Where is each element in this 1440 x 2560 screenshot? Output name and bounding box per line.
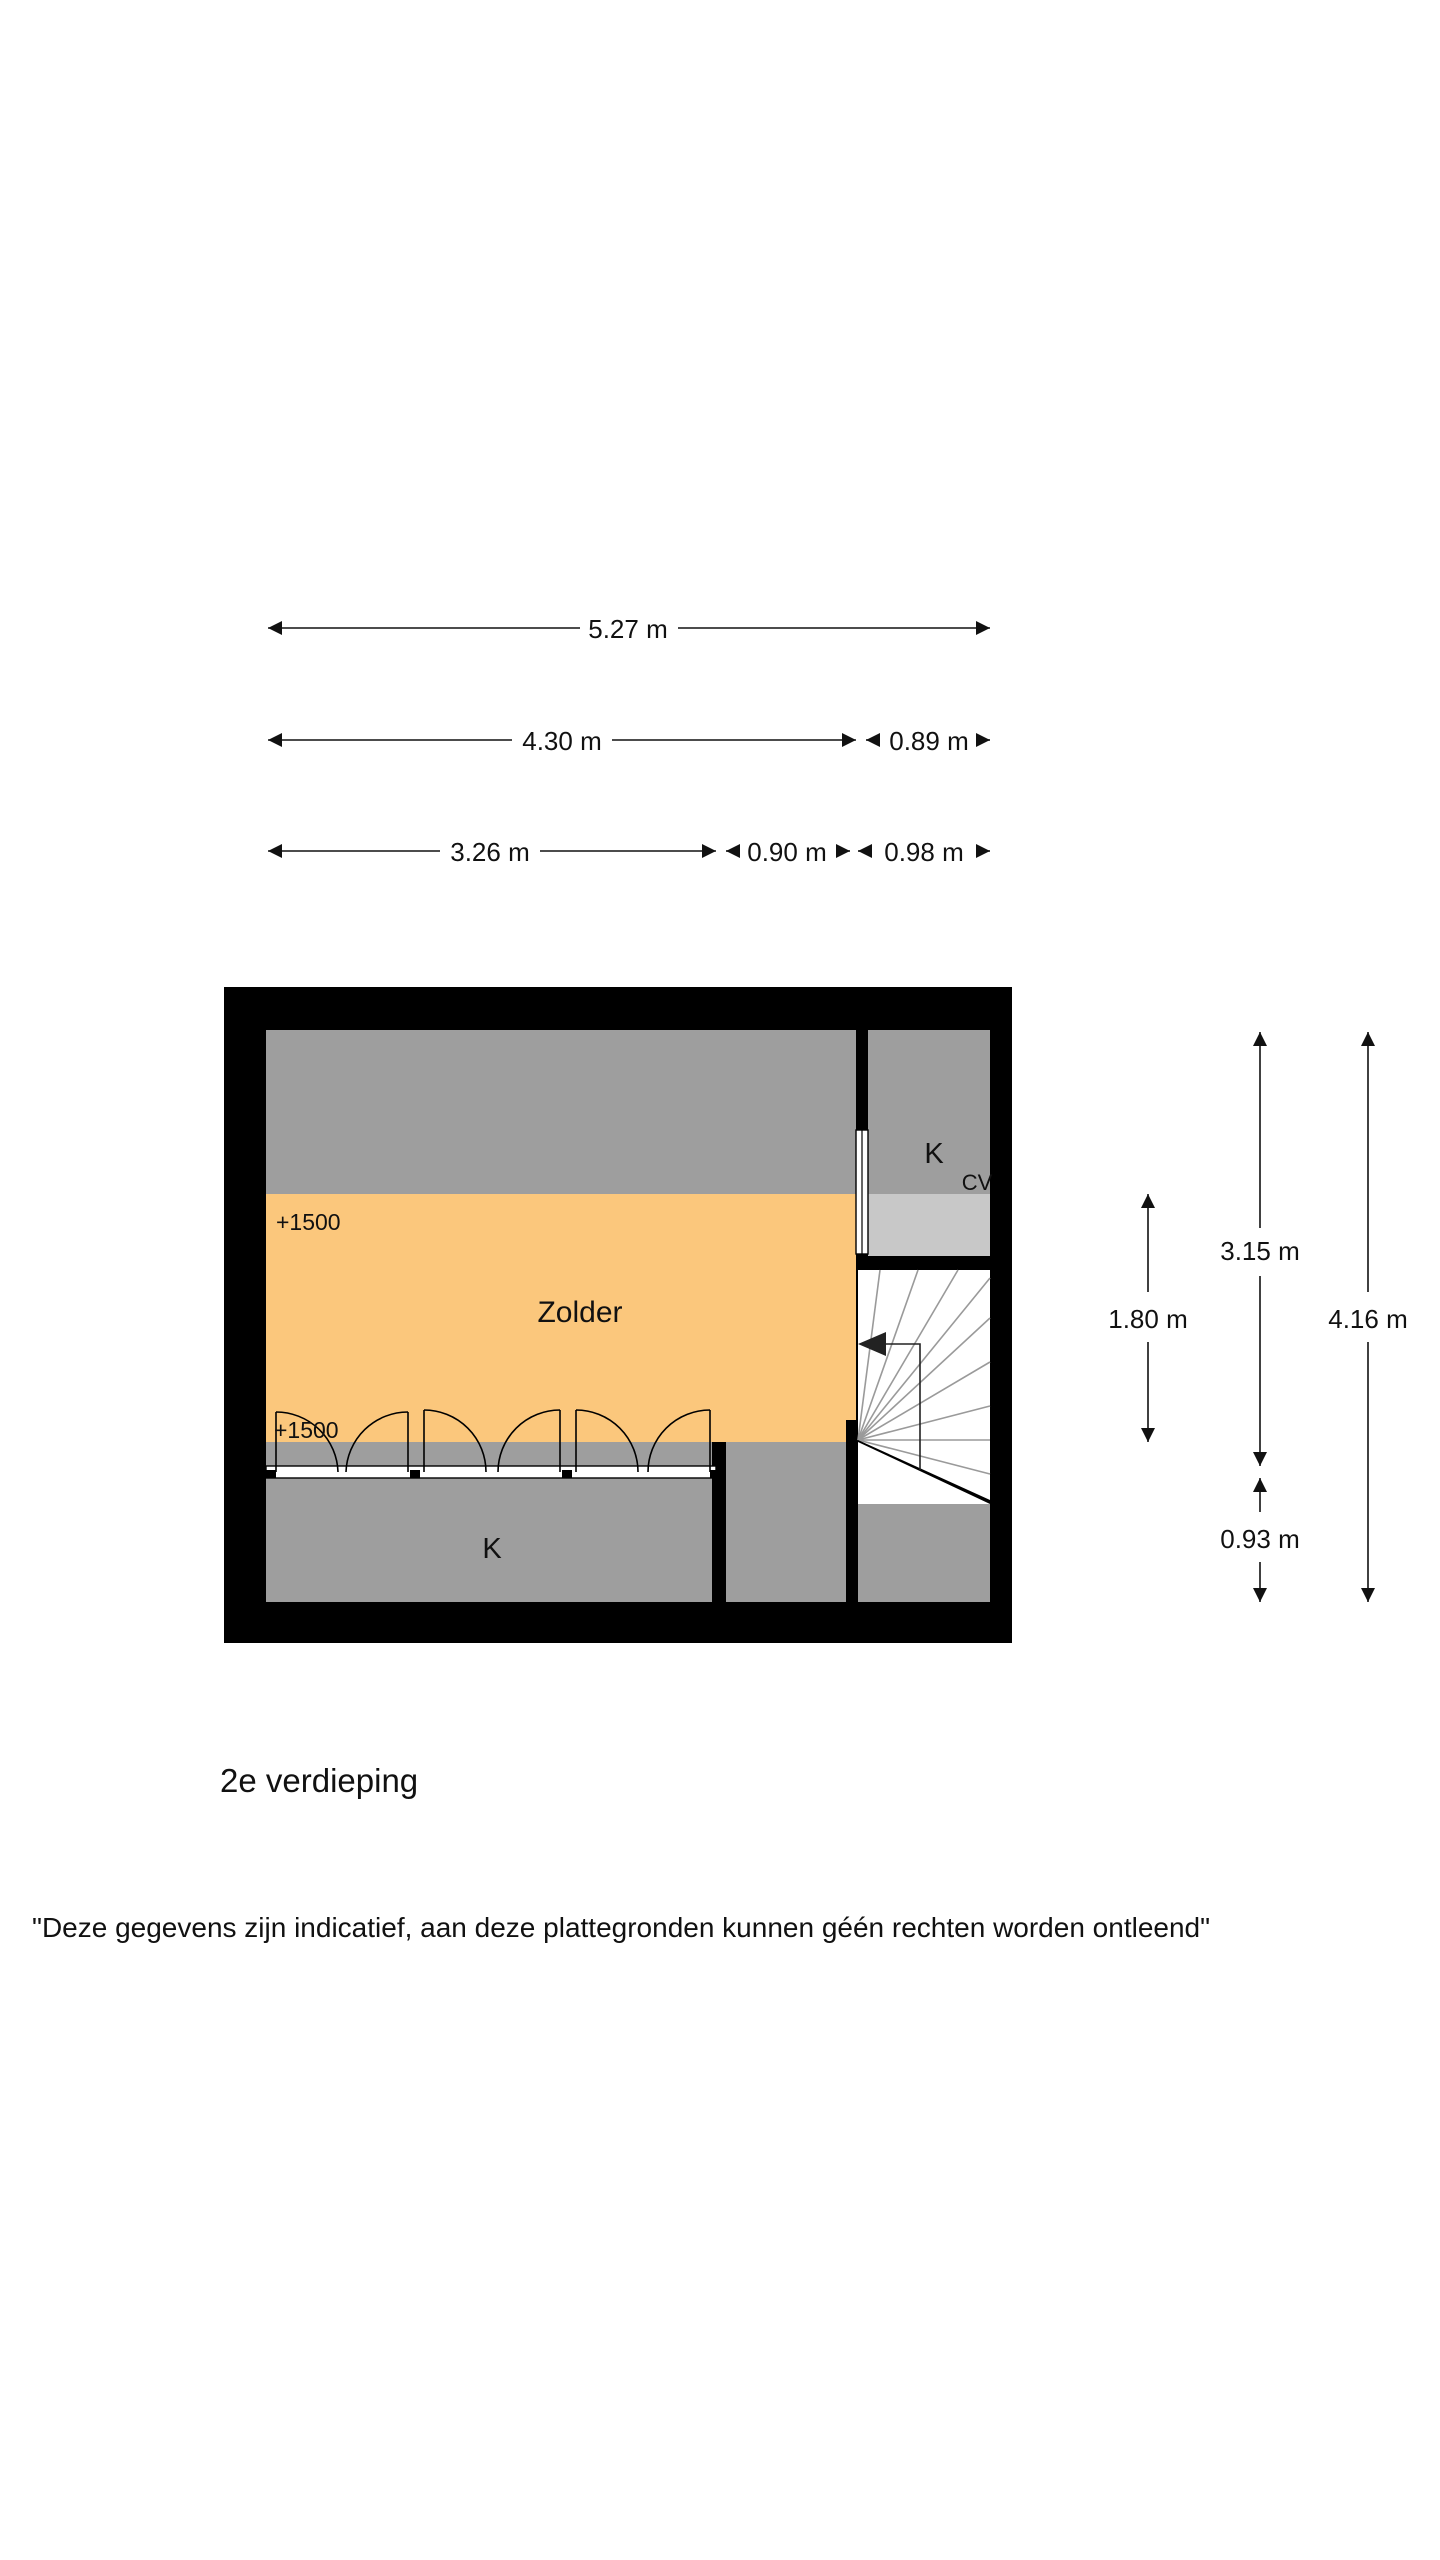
wall-vertical-stair-left <box>846 1420 858 1602</box>
dim-label-right-315: 3.15 m <box>1220 1236 1300 1266</box>
floor-corridor-middle <box>726 1442 846 1602</box>
dim-label-low-right: 0.98 m <box>884 837 964 867</box>
dim-label-mid-right: 0.89 m <box>889 726 969 756</box>
level-label-bottom: +1500 <box>274 1417 339 1443</box>
dim-label-right-416: 4.16 m <box>1328 1304 1408 1334</box>
staircase <box>858 1270 990 1504</box>
level-label-top: +1500 <box>276 1209 341 1235</box>
dimension-lines-horizontal <box>268 628 990 851</box>
dim-label-top-total: 5.27 m <box>588 614 668 644</box>
window-storage-k <box>856 1130 868 1254</box>
dim-label-right-180: 1.80 m <box>1108 1304 1188 1334</box>
floor-cv-area <box>868 1194 990 1256</box>
wall-storage-k-right <box>712 1462 726 1602</box>
dim-label-right-093: 0.93 m <box>1220 1524 1300 1554</box>
dim-label-mid-left: 4.30 m <box>522 726 602 756</box>
dim-label-low-mid: 0.90 m <box>747 837 827 867</box>
dimension-labels-vertical <box>1108 1236 1408 1554</box>
room-label-k-bottom: K <box>482 1533 502 1565</box>
room-label-zolder: Zolder <box>537 1296 623 1329</box>
floor-caption: 2e verdieping <box>220 1762 419 1799</box>
room-label-cv: CV <box>961 1170 993 1195</box>
disclaimer-text: "Deze gegevens zijn indicatief, aan deze plattegronden kunnen géén rechten worden ontleend" <box>32 1912 1211 1943</box>
floor-zolder-low-height-top <box>266 1030 856 1194</box>
room-label-k-top-right: K <box>924 1138 944 1170</box>
dim-label-low-left: 3.26 m <box>450 837 530 867</box>
wall-horizontal-cv <box>856 1256 990 1270</box>
